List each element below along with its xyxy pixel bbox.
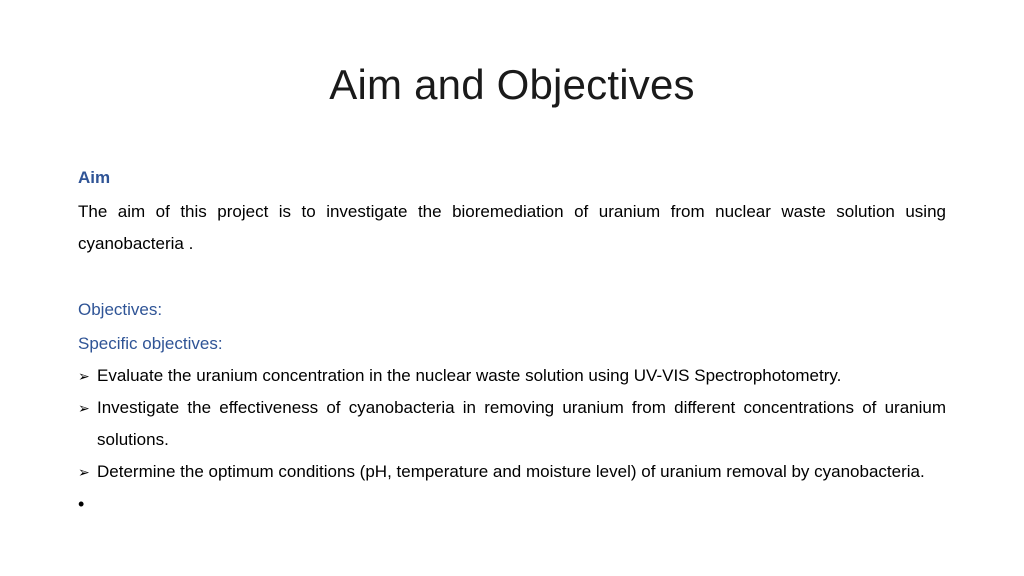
aim-heading: Aim <box>78 168 111 187</box>
objective-text: Evaluate the uranium concentration in the nuclear waste solution using UV-VIS Spectrophotometry. <box>97 366 842 385</box>
objective-text: Determine the optimum conditions (pH, temperature and moisture level) of uranium removal by cyanobacteria. <box>97 462 925 481</box>
arrow-bullet-icon: ➢ <box>78 368 90 384</box>
objective-text: Investigate the effectiveness of cyanobacteria in removing uranium from different concentrations of uranium solutions. <box>97 398 946 449</box>
arrow-bullet-icon: ➢ <box>78 464 90 480</box>
objective-item <box>78 456 946 488</box>
slide-content <box>78 164 946 520</box>
empty-bullet-icon: • <box>78 494 85 514</box>
arrow-bullet-icon: ➢ <box>78 400 90 416</box>
objective-item <box>78 360 946 392</box>
objectives-list <box>78 360 946 488</box>
specific-objectives-heading: Specific objectives: <box>78 334 223 353</box>
objective-item <box>78 392 946 456</box>
objectives-heading: Objectives: <box>78 300 163 319</box>
aim-text: The aim of this project is to investigate the bioremediation of uranium from nuclear waste solution using cyanobacteria . <box>78 202 946 253</box>
slide-title: Aim and Objectives <box>329 61 695 108</box>
